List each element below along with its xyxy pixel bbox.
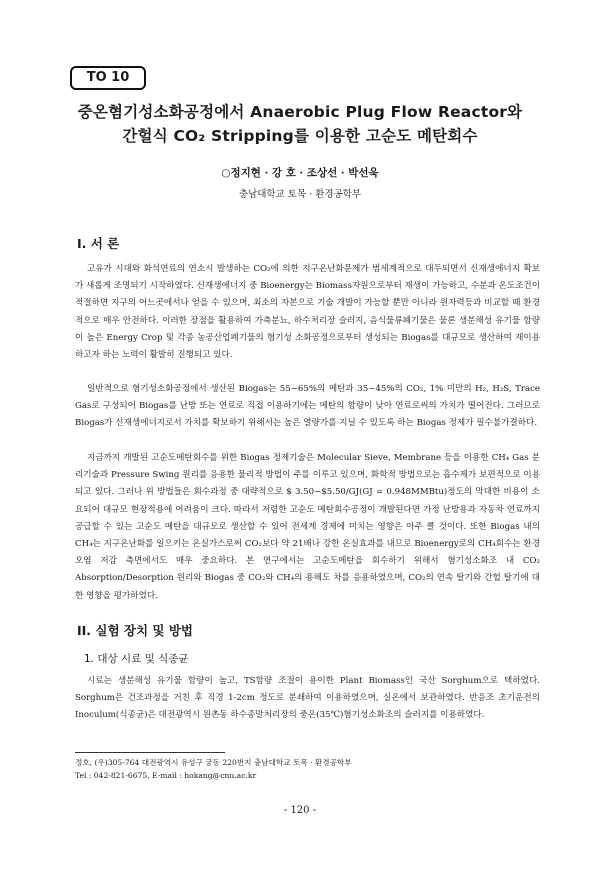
author-list: ○정지현 · 강 호 · 조상선 · 박선욱 [221,167,379,179]
footnote-divider [75,752,225,753]
intro-paragraph-3: 지금까지 개발된 고순도메탄회수를 위한 Biogas 정제기술은 Molecular Sieve, Membrane 등을 이용한 CH₄ Gas 분리기술과 Pressure Swing 원리를 응용한 물리적 방법이 주를 이루고 있으며, 화학적 방법으로는 흡수제가 보편적으로 이용되고 있다. 그러나 위 방법들은 회수과정 중 대략적으로 $ 3.50~$5.50/GJ(GJ = 0.948MMBtu)정도의 막대한 비용이 소요되어 대규모 현장적용에 어려움이 크다. 따라서 저렴한 고순도 메탄회수공정이 개발된다면 가정 난방용과 자동차 연료까지 공급할 수 있는 고순도 메탄을 대규모로 생산할 수 있어 전세계 경제에 미치는 영향은 아주 클 것이다. 또한 Biogas 내의 CH₄는 지구온난화를 일으키는 온실가스로써 CO₂보다 약 21배나 강한 온실효과를 내므로 Bioenergy로의 CH₄회수는 환경오염 저감 측면에서도 매우 중요하다. 본 연구에서는 고순도메탄을 회수하기 위해서 혐기성소화조 내 CO₂ Absorption/Desorption 원리와 Biogas 중 CO₂와 CH₄의 용해도 차를 응용하였으며, CO₂의 연속 탈기와 간헐 탈기에 대한 영향을 평가하였다. [75,453,540,601]
affiliation: 충남대학교 토목 · 환경공학부 [238,189,362,200]
paper-title-line-1: 중온혐기성소화공정에서 Anaerobic Plug Flow Reactor와 [77,103,523,121]
footnote-contact: Tel : 042-821-6675, E-mail : hokang@cnu.ac.kr [75,771,257,780]
footnote-address: 정호, (우)305-764 대전광역시 유성구 궁동 220번지 충남대학교 토목 · 환경공학부 [75,758,352,767]
section-heading-methods: II. 실험 장치 및 방법 [77,623,193,638]
subsection-heading-samples: 1. 대상 시료 및 식종균 [84,653,189,665]
session-code-badge: TO 10 [70,66,146,90]
paper-title-line-2: 간헐식 CO₂ Stripping를 이용한 고순도 메탄회수 [122,127,478,145]
section-heading-introduction: I. 서 론 [77,236,120,251]
intro-paragraph-1: 고유가 시대와 화석연료의 연소시 발생하는 CO₂에 의한 지구온난화문제가 범세계적으로 대두되면서 신재생에너지 확보가 새롭게 조명되기 시작하였다. 신재생에너지 중 Bioenergy는 Biomass자원으로부터 재생이 가능하고, 수분과 온도조건이 적절하면 지구의 어느곳에서나 얻을 수 있으며, 최소의 자본으로 기술 개발이 가능할 뿐만 아니라 원자력등과 비교할 때 환경적으로 매우 안전하다. 이러한 장점을 활용하여 가축분뇨, 하수처리장 슬러지, 음식물류폐기물은 물론 생분해성 유기물 함량이 높은 Energy Crop 및 각종 농공산업폐기물의 혐기성 소화공정으로부터 생성되는 Biogas를 대규모로 생산하여 재이용하고자 하는 노력이 활발히 진행되고 있다. [75,264,540,361]
methods-paragraph-1: 시료는 생분해성 유기물 함량이 높고, TS함량 조절이 용이한 Plant Biomass인 국산 Sorghum으로 택하였다. Sorghum은 건조과정을 거친 후 직경 1-2cm 정도로 분쇄하여 이용하였으며, 실온에서 보관하였다. 반응조 초기운전의 Inoculum(식종균)은 대전광역시 원촌동 하수종말처리장의 중온(35℃)혐기성소화조의 슬러지를 이용하였다. [75,676,540,721]
intro-paragraph-2: 일반적으로 혐기성소화공정에서 생산된 Biogas는 55~65%의 메탄과 35~45%의 CO₂, 1% 미만의 H₂, H₂S, Trace Gas로 구성되어 Biogas를 난방 또는 연료로 직접 이용하기에는 메탄의 함량이 낮아 연료로써의 가치가 떨어진다. 그러므로 Biogas가 신재생에너지로서 가치를 확보하기 위해서는 높은 열량가를 지닐 수 있도록 하는 Biogas 정제가 필수불가결하다. [75,384,540,429]
page-number: - 120 - [283,805,317,816]
